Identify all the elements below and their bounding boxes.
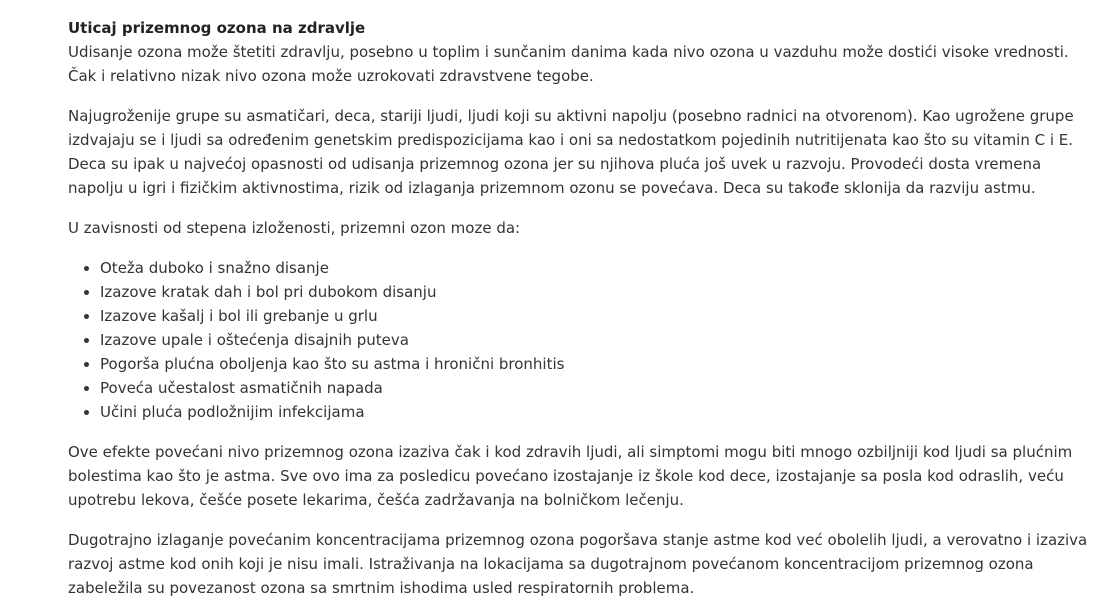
intro-paragraph <box>68 16 1090 88</box>
list-item: • Izazove upale i oštećenja disajnih puteva <box>100 328 1090 352</box>
list-item: • Učini pluća podložnijim infekcijama <box>100 400 1090 424</box>
effects-paragraph: Ove efekte povećani nivo prizemnog ozona izaziva čak i kod zdravih ljudi, ali simptomi mogu biti mnogo ozbiljniji kod ljudi sa plućnim bolestima kao što je astma. Sve ovo ima za posledicu povećano izostajanje iz škole kod dece, izostajanje sa posla kod odraslih, veću upotrebu lekova, češće posete lekarima, češća zadržavanja na bolničkom lečenju. <box>68 443 1073 509</box>
section-heading: Uticaj prizemnog ozona na zdravlje <box>68 19 366 37</box>
list-intro-paragraph: U zavisnosti od stepena izloženosti, prizemni ozon moze da: <box>68 219 521 237</box>
list-item: • Izazove kašalj i bol ili grebanje u grlu <box>100 304 1090 328</box>
list-item: • Oteža duboko i snažno disanje <box>100 256 1090 280</box>
article-content <box>68 16 1090 616</box>
list-item: • Izazove kratak dah i bol pri dubokom disanju <box>100 280 1090 304</box>
risk-groups-paragraph: Najugroženije grupe su asmatičari, deca, stariji ljudi, ljudi koji su aktivni napolju (posebno radnici na otvorenom). Kao ugrožene grupe izdvajaju se i ljudi sa određenim genetskim predispozicijama kao i oni sa nedostatkom pojedinih nutritijenata kao što su vitamin C i E. Deca su ipak u najvećoj opasnosti od udisanja prizemnog ozona jer su njihova pluća još uvek u razvoju. Provodeći dosta vremena napolju u igri i fizičkim aktivnostima, rizik od izlaganja prizemnom ozonu se povećava. Deca su takođe sklonija da razviju astmu. <box>68 107 1074 197</box>
intro-text: Udisanje ozona može štetiti zdravlju, posebno u toplim i sunčanim danima kada nivo ozona u vazduhu može dostići visoke vrednosti. Čak i relativno nizak nivo ozona može uzrokovati zdravstvene tegobe. <box>68 43 1069 85</box>
effects-list <box>68 256 1090 424</box>
list-item: • Poveća učestalost asmatičnih napada <box>100 376 1090 400</box>
long-term-paragraph: Dugotrajno izlaganje povećanim koncentracijama prizemnog ozona pogoršava stanje astme kod već obolelih ljudi, a verovatno i izaziva razvoj astme kod onih koji je nisu imali. Istraživanja na lokacijama sa dugotrajnom povećanom koncentracijom prizemnog ozona zabeležila su povezanost ozona sa smrtnim ishodima usled respiratornih problema. <box>68 531 1088 597</box>
list-item: • Pogorša plućna oboljenja kao što su astma i hronični bronhitis <box>100 352 1090 376</box>
